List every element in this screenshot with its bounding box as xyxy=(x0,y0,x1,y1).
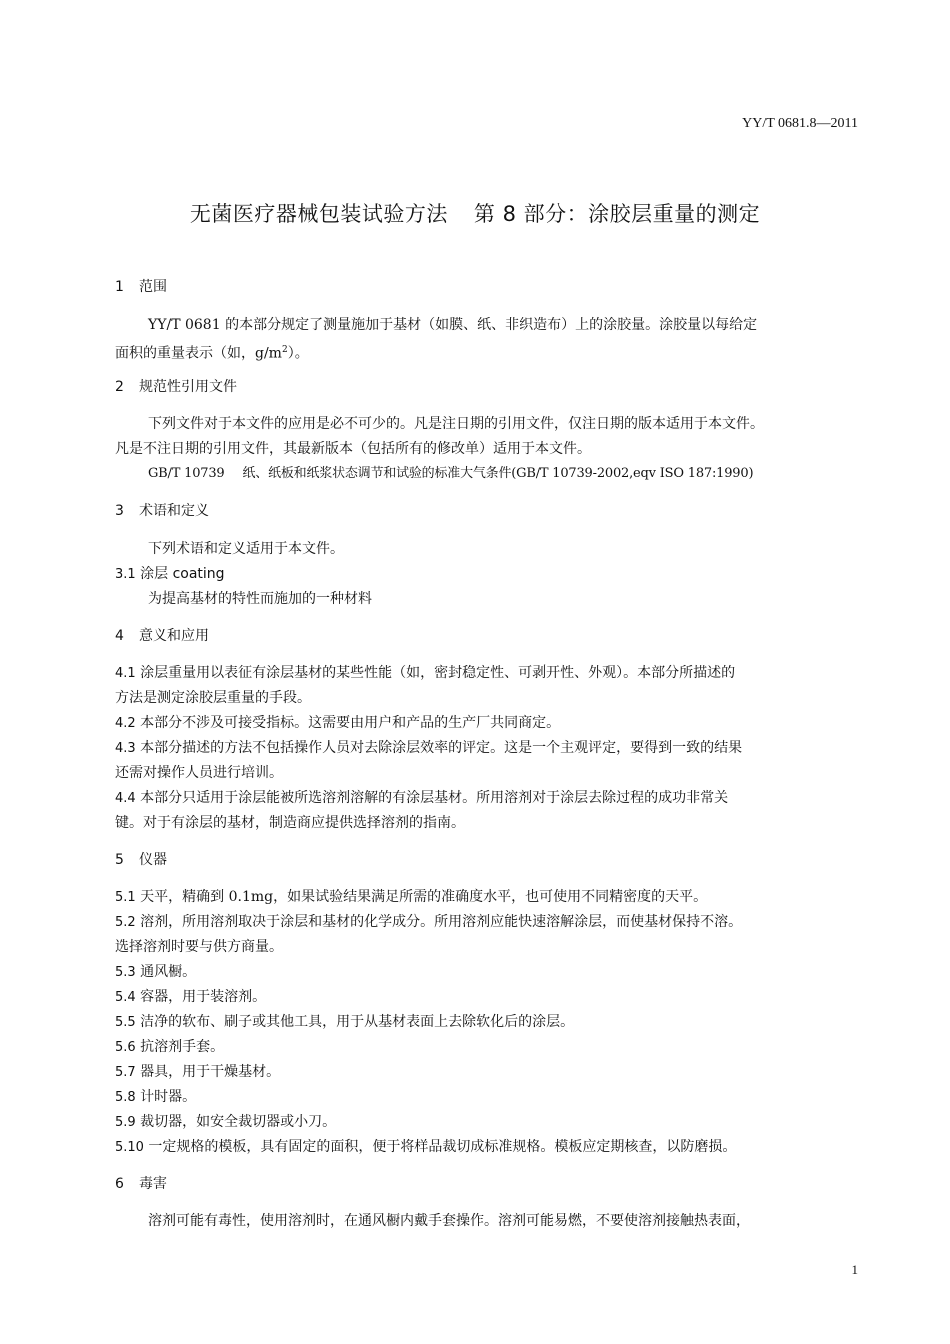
clause-5-7: 5.7 器具，用于干燥基材。 xyxy=(115,1064,281,1080)
section-6-para-line1: 溶剂可能有毒性，使用溶剂时，在通风橱内戴手套操作。溶剂可能易燃，不要使溶剂接触热表面， xyxy=(148,1213,750,1229)
section-5-heading: 5 仪器 xyxy=(115,852,167,868)
clause-5-3: 5.3 通风橱。 xyxy=(115,964,197,980)
clause-4-3-line1: 4.3 本部分描述的方法不包括操作人员对去除涂层效率的评定。这是一个主观评定，要得到一致的结果 xyxy=(115,740,743,756)
clause-5-5: 5.5 洁净的软布、刷子或其他工具，用于从基材表面上去除软化后的涂层。 xyxy=(115,1014,575,1030)
clause-5-1: 5.1 天平，精确到 0.1mg，如果试验结果满足所需的准确度水平，也可使用不同精密度的天平。 xyxy=(115,889,708,905)
clause-4-2: 4.2 本部分不涉及可接受指标。这需要由用户和产品的生产厂共同商定。 xyxy=(115,715,561,731)
clause-4-1-line1: 4.1 涂层重量用以表征有涂层基材的某些性能（如，密封稳定性、可剥开性、外观）。本部分所描述的 xyxy=(115,665,736,681)
clause-4-4-line1: 4.4 本部分只适用于涂层能被所选溶剂溶解的有涂层基材。所用溶剂对于涂层去除过程的成功非常关 xyxy=(115,790,729,806)
title-part: 第 8 部分：涂胶层重量的测定 xyxy=(473,202,761,226)
clause-5-2: 5.2 溶剂，所用溶剂取决于涂层和基材的化学成分。所用溶剂应能快速溶解涂层，而使基材保持不溶。 xyxy=(115,914,743,930)
document-title xyxy=(0,198,950,228)
clause-4-4-line2: 键。对于有涂层的基材，制造商应提供选择溶剂的指南。 xyxy=(115,815,465,831)
clause-5-6: 5.6 抗溶剂手套。 xyxy=(115,1039,225,1055)
clause-4-3-line2: 还需对操作人员进行培训。 xyxy=(115,765,283,781)
section-3-heading: 3 术语和定义 xyxy=(115,503,209,519)
term-3-1-definition: 为提高基材的特性而施加的一种材料 xyxy=(148,591,372,607)
section-2-heading: 2 规范性引用文件 xyxy=(115,379,237,395)
section-2-para-line1: 下列文件对于本文件的应用是必不可少的。凡是注日期的引用文件，仅注日期的版本适用于本文件。 xyxy=(148,416,764,432)
section-4-heading: 4 意义和应用 xyxy=(115,628,209,644)
section-6-heading: 6 毒害 xyxy=(115,1176,167,1192)
term-3-1: 3.1 涂层 coating xyxy=(115,566,225,582)
title-main: 无菌医疗器械包装试验方法 xyxy=(189,202,448,226)
section-1-para-line1: YY/T 0681 的本部分规定了测量施加于基材（如膜、纸、非织造布）上的涂胶量。涂胶量以每给定 xyxy=(148,317,758,333)
page-number: 1 xyxy=(851,1262,858,1277)
clause-5-2-line2: 选择溶剂时要与供方商量。 xyxy=(115,939,283,955)
clause-5-4: 5.4 容器，用于装溶剂。 xyxy=(115,989,267,1005)
clause-5-8: 5.8 计时器。 xyxy=(115,1089,197,1105)
clause-4-1-line2: 方法是测定涂胶层重量的手段。 xyxy=(115,690,311,706)
standard-code: YY/T 0681.8—2011 xyxy=(742,116,858,131)
section-3-intro: 下列术语和定义适用于本文件。 xyxy=(148,541,344,557)
section-1-heading: 1 范围 xyxy=(115,279,167,295)
clause-5-10: 5.10 一定规格的模板，具有固定的面积，便于将样品裁切成标准规格。模板应定期核查，以防磨损。 xyxy=(115,1139,737,1155)
section-2-para-line2: 凡是不注日期的引用文件，其最新版本（包括所有的修改单）适用于本文件。 xyxy=(115,441,591,457)
clause-5-9: 5.9 裁切器，如安全裁切器或小刀。 xyxy=(115,1114,337,1130)
section-1-para-line2: 面积的重量表示（如，$g/m^2$）。 xyxy=(115,345,309,362)
normative-reference: GB/T 10739 纸、纸板和纸浆状态调节和试验的标准大气条件(GB/T 10739-2002,eqv ISO 187:1990) xyxy=(148,466,754,481)
